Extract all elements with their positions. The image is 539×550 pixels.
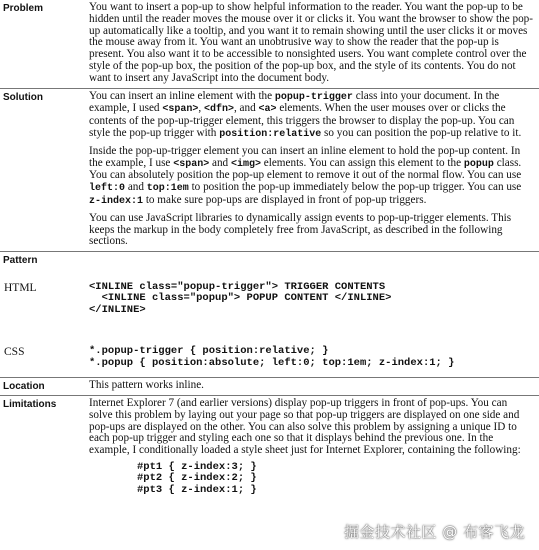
problem-text (89, 0, 539, 88)
limitations-text (89, 395, 539, 499)
location-row (0, 378, 539, 396)
pattern-html-label: HTML (4, 281, 37, 294)
watermark: 掘金技术社区 @ 布客飞龙 (343, 523, 525, 541)
pattern-html-row (0, 270, 539, 325)
limitations-code: #pt1 { z-index:3; } #pt2 { z-index:2; } #pt3 { z-index:1; } (137, 460, 257, 496)
problem-label: Problem (3, 3, 44, 14)
limitations-label: Limitations (0, 395, 89, 499)
solution-paragraph-1: You can insert an inline element with the popup-trigger class into your document. In the example, I used <span>, <dfn>, and <a> elements. When the user mouses over or clicks the contents of the pop-up-trigger element, this triggers the browser to display the pop-up. You can style the pop-up trigger with position:relative so you can position the pop-up relative to it. (89, 89, 522, 140)
solution-paragraph-2: Inside the pop-up-trigger element you can insert an inline element to hold the pop-up content. In the example, I use <span> and <img> elements. You can assign this element to the popup class. You can absolutely position the pop-up element to remove it out of the normal flow. You can use left:0 and top:1em to position the pop-up immediately below the pop-up trigger. You can use z-index:1 to make sure pop-ups are displayed in front of pop-up triggers. (89, 144, 522, 207)
problem-paragraph: You want to insert a pop-up to show helpful information to the reader. You want the pop-up to be hidden until the reader moves the mouse over it or clicks it. You want the browser to show the pop-up automatically like a tooltip, and you want it to remain showing until the user clicks it or moves the mouse away from it. You want an unobtrusive way to show the reader that the pop-up is present. You also want it to be accessible to nonsighted users. You want complete control over the style of the pop-up box, the position of the pop-up box, and the style of its contents. You do not want to insert any JavaScript into the document body. (89, 1, 533, 84)
pattern-css-label: CSS (4, 346, 25, 359)
solution-row (0, 88, 539, 252)
location-label: Location (0, 378, 89, 396)
pattern-css-row (0, 324, 539, 378)
pattern-css-code: *.popup-trigger { position:relative; } *.popup { position:absolute; left:0; top:1em; z-index:1; } (89, 345, 455, 369)
location-text: This pattern works inline. (89, 378, 539, 396)
limitations-paragraph: Internet Explorer 7 (and earlier versions) display pop-up triggers in front of pop-ups. You can solve this problem by laying out your page so that pop-up triggers are displayed on one side and pop-ups are displayed on the other. You can also solve this problem by assigning a unique ID to each pop-up trigger and styling each one so that it displays behind the previous one. In the example, I conditionally loaded a style sheet just for Internet Explorer, containing the following: (89, 396, 521, 457)
pattern-label: Pattern (0, 252, 539, 270)
problem-row (0, 0, 539, 88)
solution-paragraph-3: You can use JavaScript libraries to dynamically assign events to pop-up-trigger elements. This keeps the markup in the body completely free from JavaScript, as described in the following sections. (89, 211, 512, 248)
pattern-html-code: <INLINE class="popup-trigger"> TRIGGER CONTENTS <INLINE class="popup"> POPUP CONTENT </INLINE> </INLINE> (89, 280, 392, 316)
solution-text (89, 88, 539, 252)
solution-label: Solution (0, 88, 89, 252)
limitations-row (0, 395, 539, 499)
pattern-row (0, 252, 539, 270)
